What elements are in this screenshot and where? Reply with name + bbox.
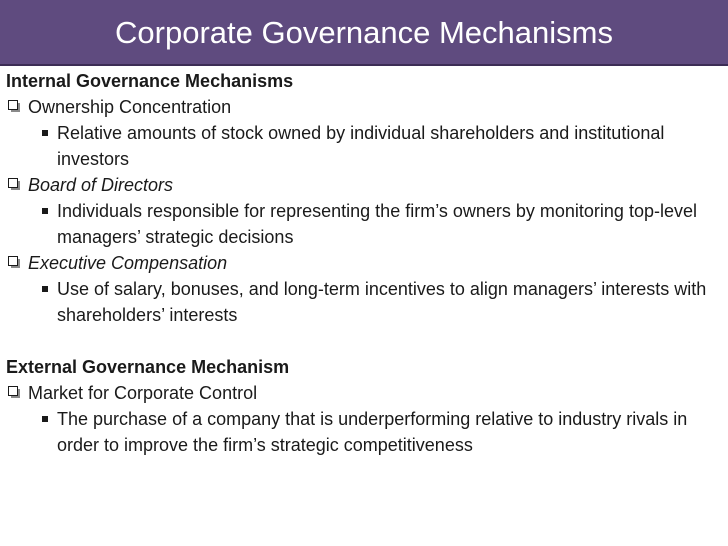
ownership-concentration-item xyxy=(6,94,722,120)
executive-compensation-item xyxy=(6,250,722,276)
executive-compensation-text: Use of salary, bonuses, and long-term incentives to align managers’ interests with shareholders’ interests xyxy=(57,279,707,325)
ownership-concentration-text: Relative amounts of stock owned by individual shareholders and institutional investors xyxy=(57,123,665,169)
square-bullet-icon xyxy=(42,208,48,214)
title-bar xyxy=(0,0,728,66)
square-bullet-icon xyxy=(42,286,48,292)
board-of-directors-item xyxy=(6,172,722,198)
section-spacer xyxy=(6,328,722,354)
ownership-concentration-label: Ownership Concentration xyxy=(28,97,232,117)
market-for-corporate-control-detail xyxy=(6,406,722,458)
internal-heading: Internal Governance Mechanisms xyxy=(6,71,294,91)
market-for-corporate-control-label: Market for Corporate Control xyxy=(28,383,258,403)
checkbox-bullet-icon xyxy=(8,386,21,399)
slide-content xyxy=(6,68,722,458)
square-bullet-icon xyxy=(42,130,48,136)
market-for-corporate-control-text: The purchase of a company that is underperforming relative to industry rivals in order to improve the firm’s strategic competitiveness xyxy=(57,409,688,455)
executive-compensation-detail xyxy=(6,276,722,328)
ownership-concentration-detail xyxy=(6,120,722,172)
executive-compensation-label: Executive Compensation xyxy=(28,253,228,273)
external-heading: External Governance Mechanism xyxy=(6,357,290,377)
board-of-directors-label: Board of Directors xyxy=(28,175,174,195)
slide-title: Corporate Governance Mechanisms xyxy=(115,15,613,50)
market-for-corporate-control-item xyxy=(6,380,722,406)
board-of-directors-text: Individuals responsible for representing the firm’s owners by monitoring top-level managers’ strategic decisions xyxy=(57,201,697,247)
checkbox-bullet-icon xyxy=(8,178,21,191)
square-bullet-icon xyxy=(42,416,48,422)
checkbox-bullet-icon xyxy=(8,100,21,113)
board-of-directors-detail xyxy=(6,198,722,250)
checkbox-bullet-icon xyxy=(8,256,21,269)
